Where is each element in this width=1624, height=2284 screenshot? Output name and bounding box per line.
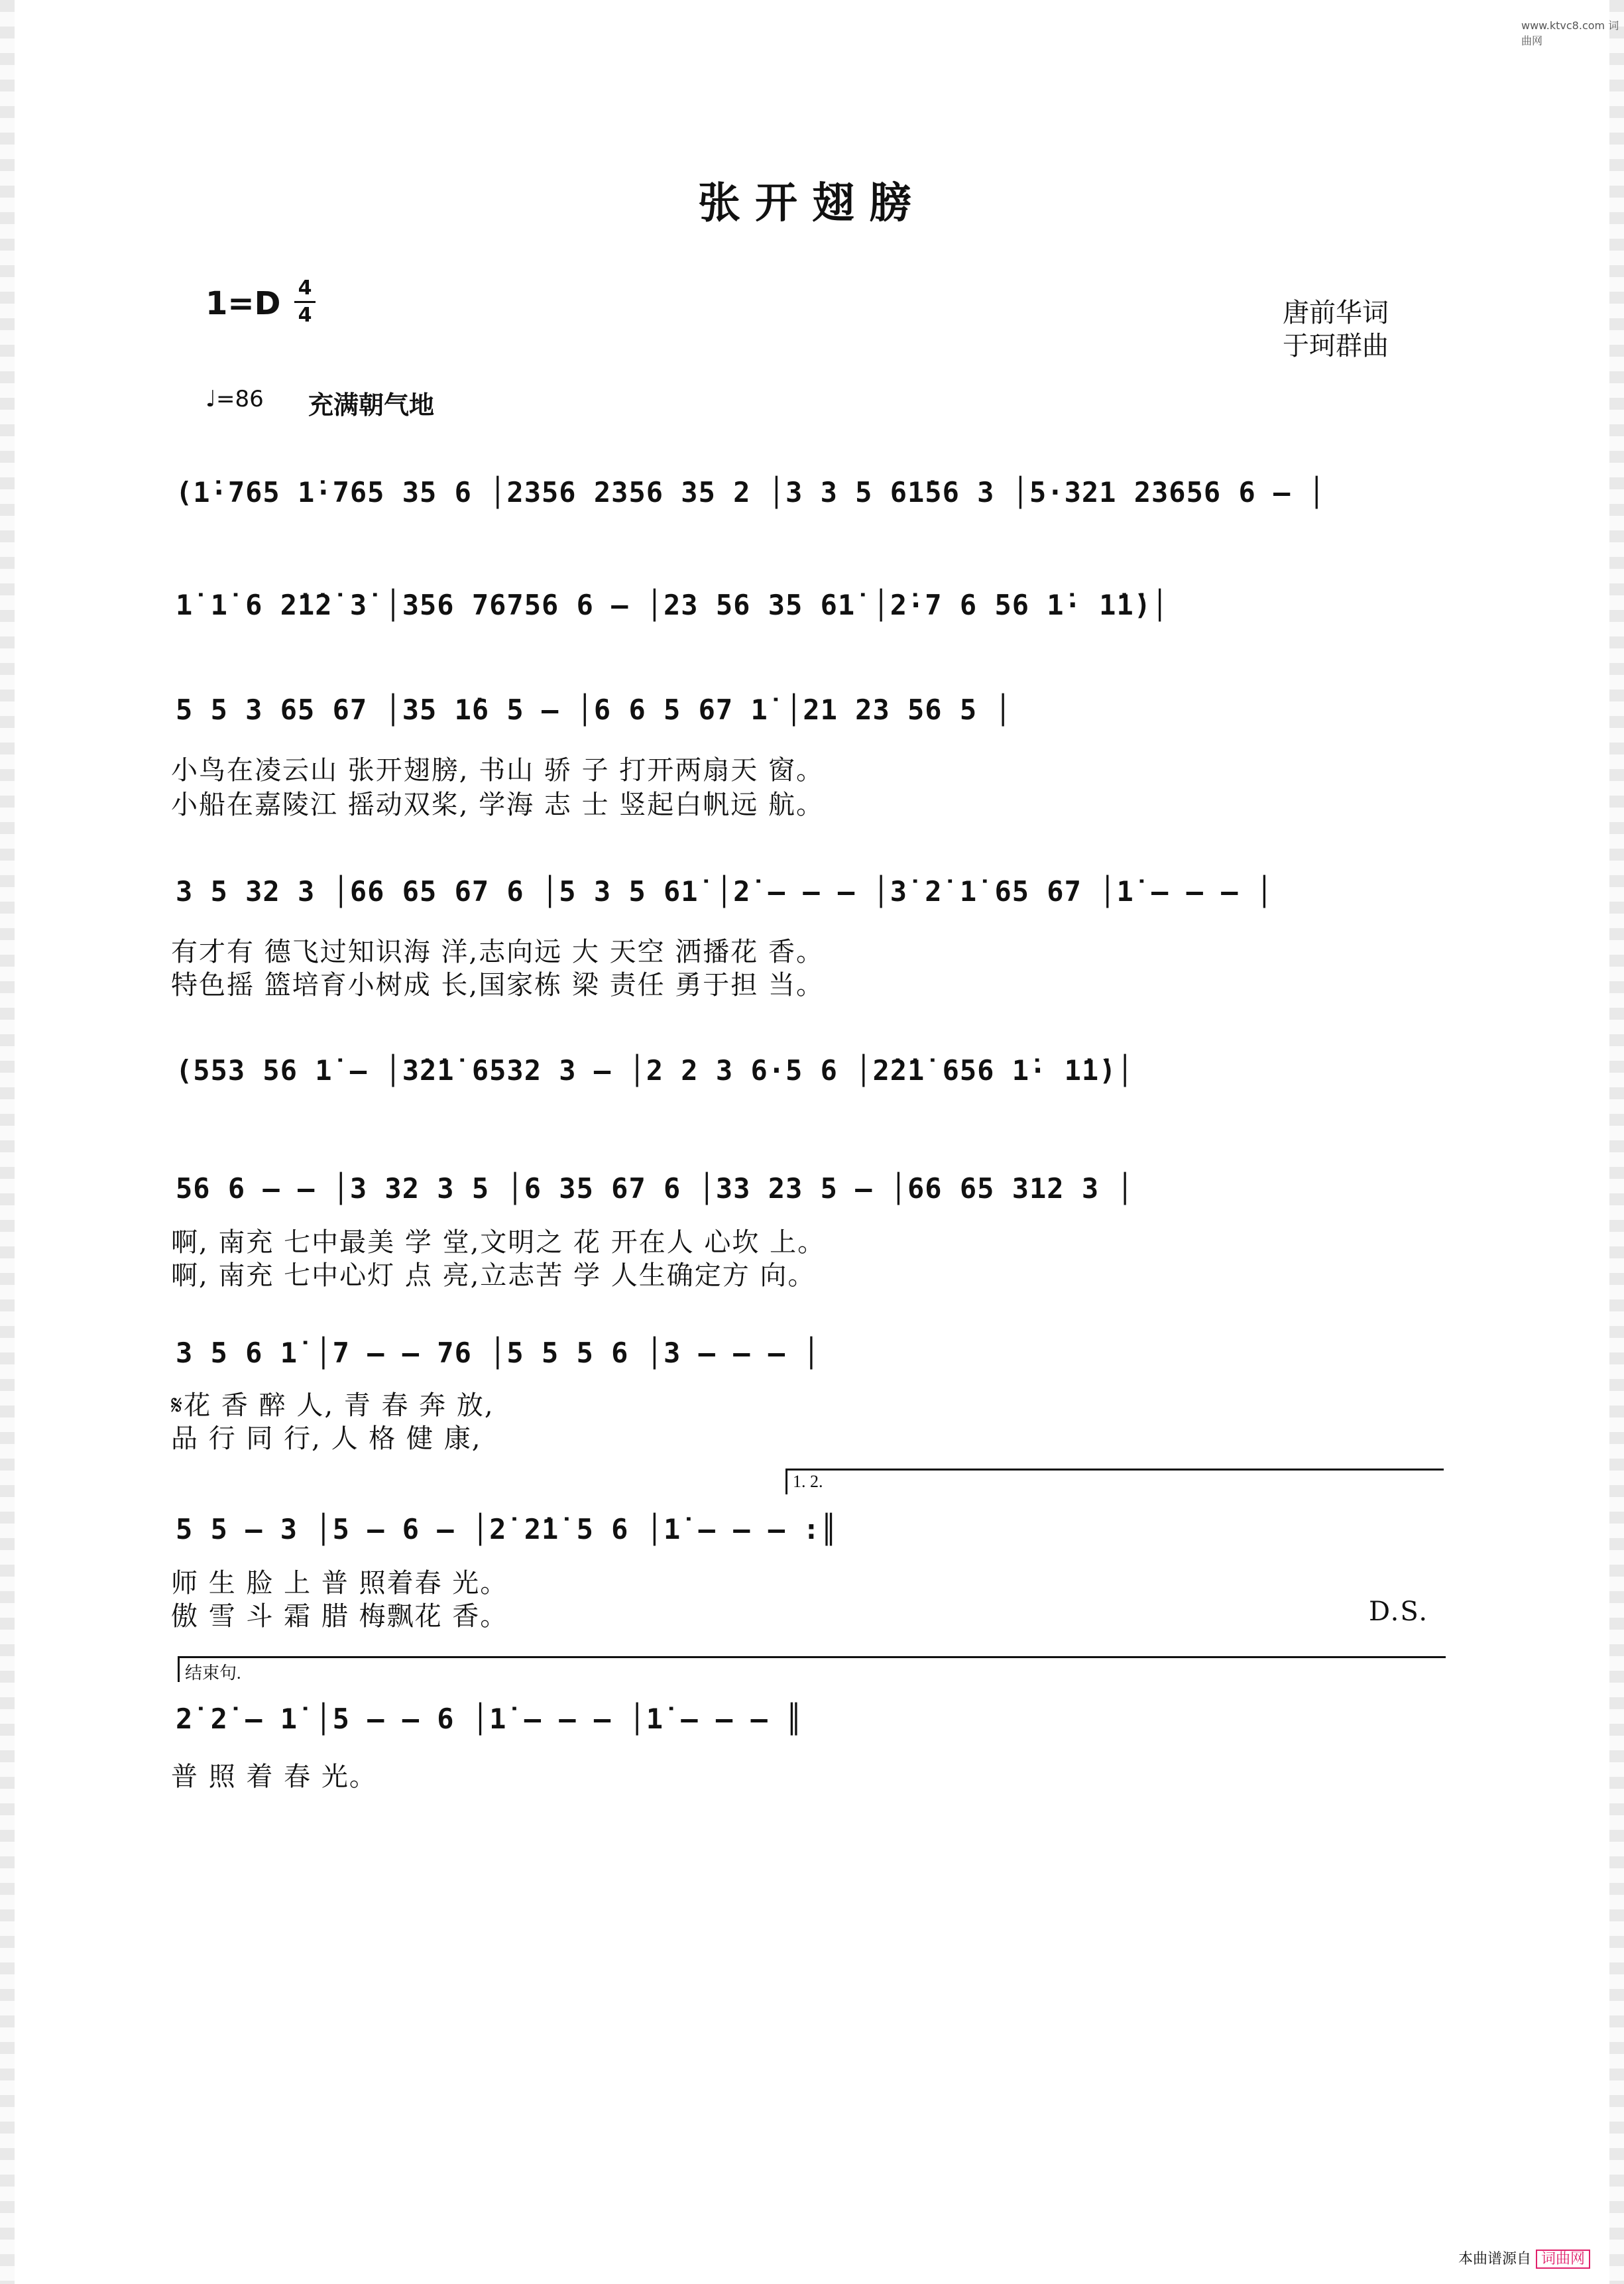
lyricist-credit: 唐前华词 — [1283, 298, 1389, 328]
lyric-line-9: 普 照 着 春 光。 — [171, 1762, 377, 1792]
notation-line-6: 56 6 – – │3 32 3 5 │6 35 67 6 │33 23 5 – │66 65 312 3 │ — [176, 1172, 1134, 1205]
expression-marking: 充满朝气地 — [308, 391, 435, 420]
site-url[interactable] — [1521, 17, 1624, 48]
lyric-line-6-verse-1: 啊, 南充 七中最美 学 堂,文明之 花 开在人 心坎 上。 — [171, 1227, 826, 1258]
key-signature: 1=D — [205, 285, 281, 322]
composer-credit: 于珂群曲 — [1283, 331, 1389, 361]
tempo-marking: ♩=86 — [205, 386, 264, 412]
site-name-text: 词曲网 — [1521, 19, 1619, 47]
time-signature-bottom: 4 — [298, 304, 312, 327]
notation-line-3: 5 5 3 65 67 │35 1̇6 5 – │6 6 5 67 1̇ │21 23 56 5 │ — [176, 693, 1012, 726]
notation-line-1: (1̇·765 1̇·765 35 6 │2356 2356 35 2 │3 3 5 61̇56 3 │5·321 23656 6 – │ — [176, 476, 1326, 509]
notation-line-2: 1̇ 1̇ 6 2̇1̇2̇ 3̇ │356 76756 6 – │23 56 35 61̇ │2̇·7 6 56 1̇· 1̇1̇)│ — [176, 589, 1169, 621]
lyric-line-4-verse-2: 特色摇 篮培育小树成 长,国家栋 梁 责任 勇于担 当。 — [171, 970, 825, 1000]
footer-source — [1458, 2248, 1590, 2268]
footer-source-text: 本曲谱源自 — [1458, 2251, 1532, 2267]
first-second-ending-bracket — [785, 1469, 1444, 1494]
time-signature-bar — [294, 301, 316, 303]
site-url-text: www.ktvc8.com — [1521, 19, 1605, 32]
lyric-line-3-verse-2: 小船在嘉陵江 摇动双桨, 学海 志 士 竖起白帆远 航。 — [171, 790, 825, 820]
notation-line-7: 3 5 6 1̇ │7 – – 76 │5 5 5 6 │3 – – – │ — [176, 1337, 821, 1369]
time-signature — [292, 277, 318, 327]
lyric-line-7-verse-2: 品 行 同 行, 人 格 健 康, — [171, 1423, 482, 1454]
volta-label: 1. 2. — [793, 1472, 823, 1491]
coda-ending-bracket — [178, 1656, 1446, 1682]
lyric-line-4-verse-1: 有才有 德飞过知识海 洋,志向远 大 天空 洒播花 香。 — [171, 937, 825, 967]
notation-line-9: 2̇ 2̇ – 1̇ │5 – – 6 │1̇ – – – │1̇ – – – ║ — [176, 1703, 803, 1735]
notation-line-4: 3 5 32 3 │66 65 67 6 │5 3 5 61̇ │2̇ – – – │3̇ 2̇ 1̇ 65 67 │1̇ – – – │ — [176, 875, 1274, 908]
notation-line-8: 5 5 – 3 │5 – 6 – │2̇ 2̇1̇ 5 6 │1̇ – – – :║ — [176, 1513, 838, 1545]
notation-line-5: (553 56 1̇ – │3̇2̇1̇ 6532 3 – │2 2 3 6·5 6 │2̇2̇1̇ 656 1̇· 1̇1̇)│ — [176, 1054, 1134, 1087]
song-title: 张开翅膀 — [698, 178, 926, 228]
coda-label: 结束句. — [185, 1663, 241, 1683]
right-margin-watermark-strip — [1609, 0, 1624, 2284]
left-margin-watermark-strip — [0, 0, 15, 2284]
lyric-line-7-verse-1: 𝄋花 香 醉 人, 青 春 奔 放, — [171, 1390, 494, 1421]
dal-segno-marking: D.S. — [1369, 1596, 1429, 1627]
time-signature-top: 4 — [298, 276, 312, 300]
footer-brand-logo[interactable]: 词曲网 — [1536, 2250, 1590, 2269]
lyric-line-8-verse-1: 师 生 脸 上 普 照着春 光。 — [171, 1568, 508, 1598]
lyric-line-6-verse-2: 啊, 南充 七中心灯 点 亮,立志苦 学 人生确定方 向。 — [171, 1260, 816, 1291]
lyric-line-3-verse-1: 小鸟在凌云山 张开翅膀, 书山 骄 子 打开两扇天 窗。 — [171, 755, 825, 786]
lyric-line-8-verse-2: 傲 雪 斗 霜 腊 梅飘花 香。 — [171, 1601, 508, 1632]
